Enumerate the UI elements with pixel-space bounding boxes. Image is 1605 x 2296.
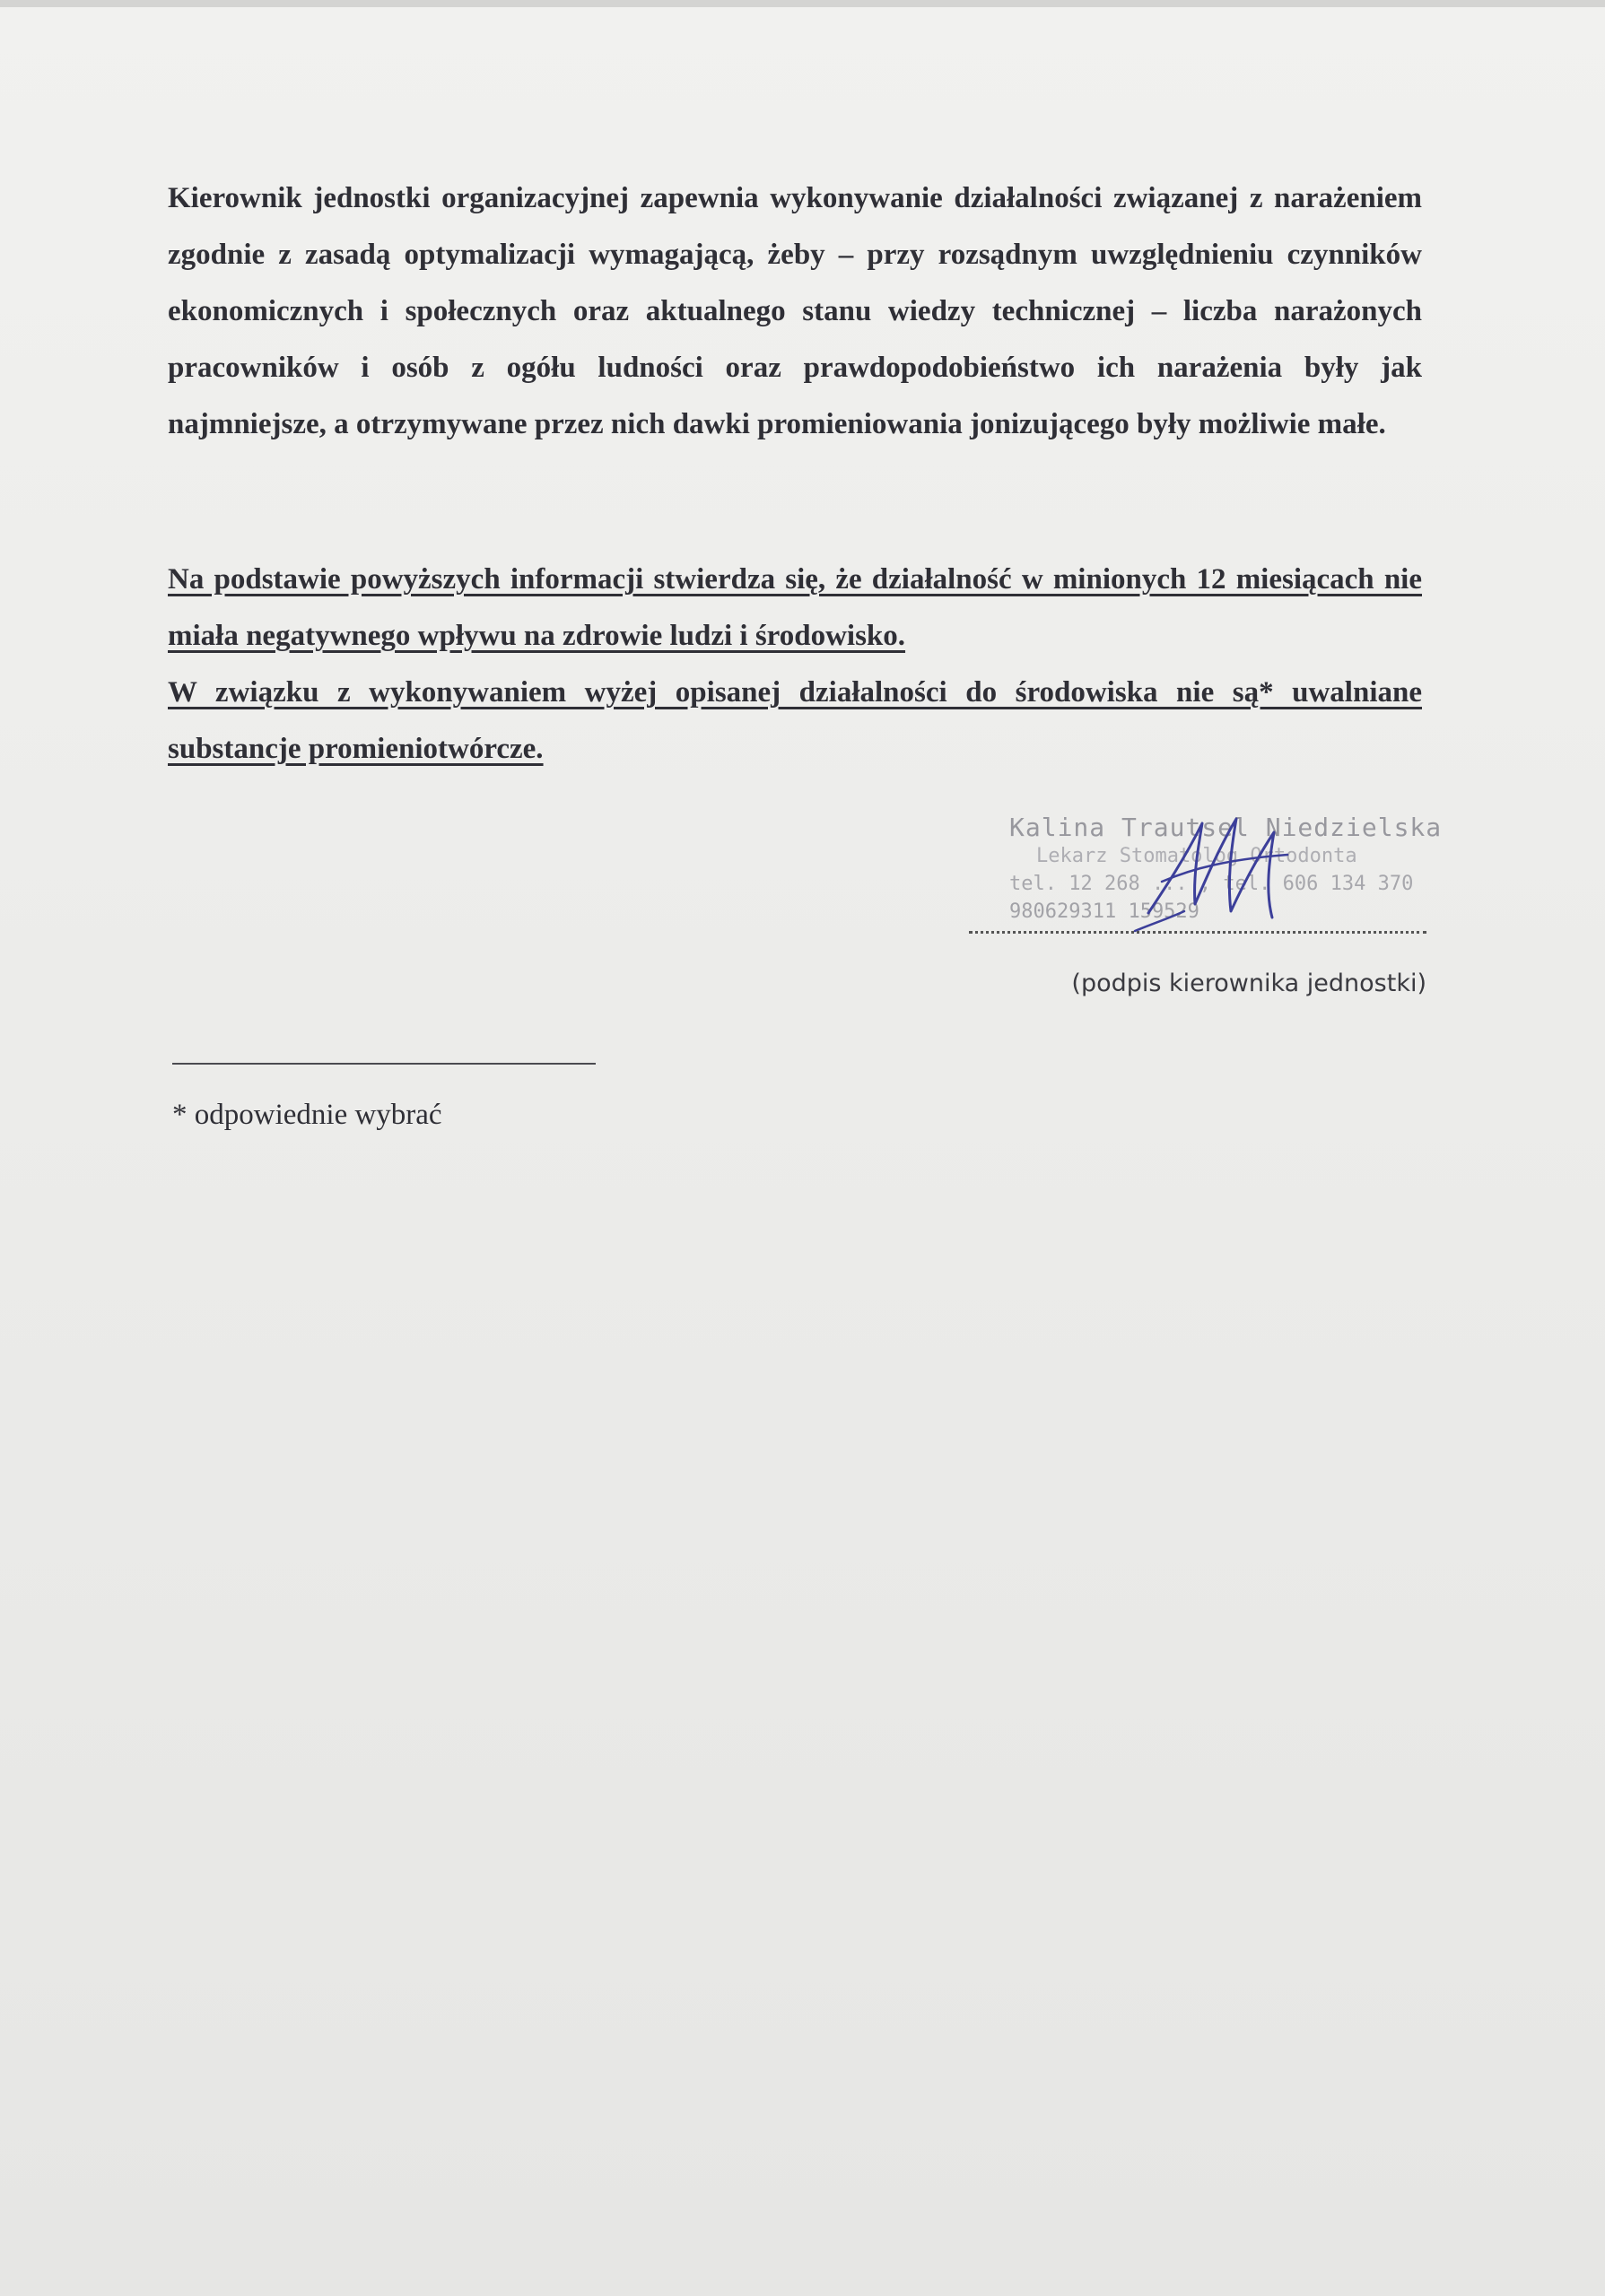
signature-caption: (podpis kierownika jednostki): [1071, 970, 1426, 997]
stamp-name: Kalina Trautsel Niedzielska: [1009, 813, 1443, 842]
footnote-separator: [172, 1063, 596, 1065]
signature-block: [969, 805, 1443, 1021]
stamp-phone: tel. 12 268 ... , tel. 606 134 370: [1009, 873, 1414, 895]
stamp-ids: 980629311 159529: [1009, 900, 1199, 923]
signature-dotted-line: [969, 931, 1426, 934]
statement-paragraph: [168, 552, 1422, 778]
page-top-edge: [0, 0, 1605, 7]
impact-statement: Na podstawie powyższych informacji stwierdza się, że działalność w minionych 12 miesiącach nie miała negatywnego wpływu na zdrowie ludzi i środowisko.: [168, 563, 1422, 652]
stamp-role: Lekarz Stomatolog Ortodonta: [1036, 845, 1357, 867]
release-statement: W związku z wykonywaniem wyżej opisanej działalności do środowiska nie są* uwalniane substancje promieniotwórcze.: [168, 676, 1422, 765]
optimization-paragraph: Kierownik jednostki organizacyjnej zapewnia wykonywanie działalności związanej z narażeniem zgodnie z zasadą optymalizacji wymagającą, żeby – przy rozsądnym uwzględnieniu czynników ekonomicznych i społecznych oraz aktualnego stanu wiedzy technicznej – liczba narażonych pracowników i osób z ogółu ludności oraz prawdopodobieństwo ich narażenia były jak najmniejsze, a otrzymywane przez nich dawki promieniowania jonizującego były możliwie małe.: [168, 182, 1422, 440]
footnote-text: * odpowiednie wybrać: [172, 1099, 442, 1131]
handwritten-signature: [1130, 805, 1310, 940]
